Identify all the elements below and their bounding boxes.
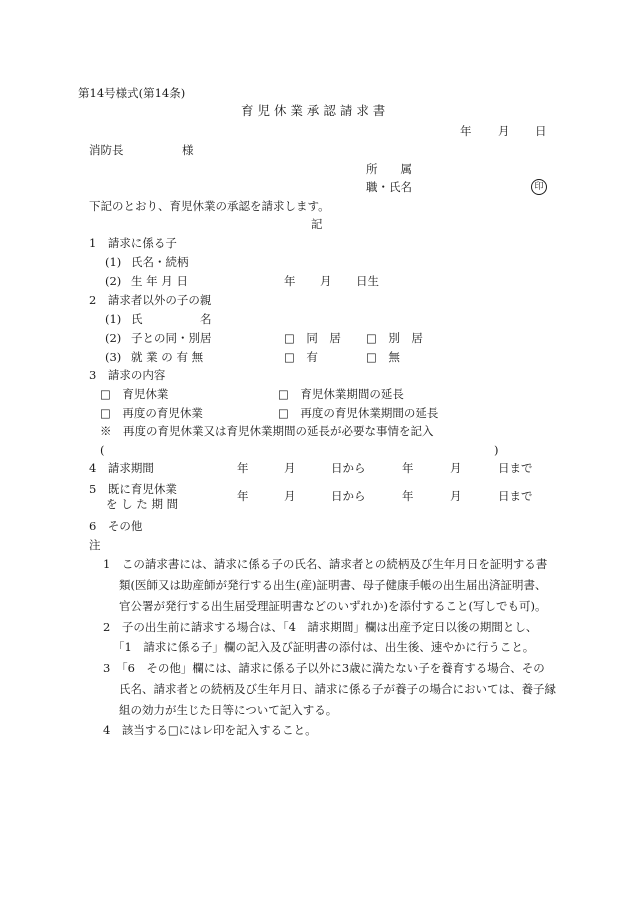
checkbox-repeat-leave-extension[interactable]: □ 再度の育児休業期間の延長 [278,406,439,420]
date-month-label: 月 [498,124,510,138]
section-6-heading: 6 その他 [89,519,143,533]
note-2-line2: 「1 請求に係る子」欄の記入及び証明書の添付は、出生後、速やかに行うこと。 [113,640,535,654]
section-2-heading: 2 請求者以外の子の親 [89,293,212,307]
addressee-suffix: 様 [182,143,194,157]
dob-month-label: 月 [320,274,332,288]
checkbox-living-together[interactable]: □ 同 居 [284,331,341,345]
addressee: 消防長 [89,143,124,157]
period-end-month: 月 [450,461,462,475]
s1-item2-label: 生 年 月 日 [131,274,188,288]
affiliation-label: 所 属 [366,162,412,176]
request-sentence: 下記のとおり、育児休業の承認を請求します。 [89,199,330,213]
form-number: 第14号様式(第14条) [78,86,186,100]
past-period-end-day-until: 日まで [498,489,533,503]
section-5-heading-line1: 5 既に育児休業 [89,482,177,496]
section-4-heading: 4 請求期間 [89,461,154,475]
past-period-end-month: 月 [450,489,462,503]
ki-label: 記 [311,217,323,231]
dob-day-label: 日生 [356,274,379,288]
checkbox-living-separately[interactable]: □ 別 居 [366,331,423,345]
seal-mark: 印 [531,179,547,195]
date-day-label: 日 [535,124,547,138]
date-year-label: 年 [460,124,472,138]
note-4: 4 該当する□にはレ印を記入すること。 [103,723,317,737]
period-start-day-from: 日から [331,461,366,475]
repeat-reason-note: ※ 再度の育児休業又は育児休業期間の延長が必要な事情を記入 [100,424,434,438]
name-label: 職・氏名 [366,180,412,194]
checkbox-employed-yes[interactable]: □ 有 [284,350,318,364]
dob-year-label: 年 [284,274,296,288]
checkbox-childcare-leave[interactable]: □ 育児休業 [100,387,169,401]
notes-label: 注 [89,538,101,552]
section-1-heading: 1 請求に係る子 [89,236,177,250]
s1-item1-number: (1) [105,255,122,269]
period-end-year: 年 [402,461,414,475]
s2-item2-label: 子との同・別居 [131,331,212,345]
period-start-year: 年 [237,461,249,475]
note-1-line1: 1 この請求書には、請求に係る子の氏名、請求者との続柄及び生年月日を証明する書 [103,557,548,571]
past-period-start-day-from: 日から [331,489,366,503]
checkbox-employed-no[interactable]: □ 無 [366,350,400,364]
checkbox-repeat-leave[interactable]: □ 再度の育児休業 [100,406,203,420]
checkbox-leave-extension[interactable]: □ 育児休業期間の延長 [278,387,404,401]
s2-item1-label: 氏 名 [131,312,212,326]
s2-item1-number: (1) [105,312,122,326]
s2-item3-number: (3) [105,350,122,364]
past-period-start-month: 月 [284,489,296,503]
note-3-line2: 氏名、請求者との続柄及び生年月日、請求に係る子が養子の場合においては、養子縁 [119,682,556,696]
section-3-heading: 3 請求の内容 [89,368,166,382]
s2-item2-number: (2) [105,331,122,345]
reason-paren-open: ( [100,443,105,457]
s1-item1-label: 氏名・続柄 [131,255,189,269]
past-period-start-year: 年 [237,489,249,503]
note-3-line3: 組の効力が生じた日等について記入する。 [119,703,338,717]
past-period-end-year: 年 [402,489,414,503]
note-1-line3: 官公署が発行する出生届受理証明書などのいずれか)を添付すること(写しでも可)。 [119,599,547,613]
s2-item3-label: 就 業 の 有 無 [131,350,204,364]
period-end-day-until: 日まで [498,461,533,475]
note-2-line1: 2 子の出生前に請求する場合は、「4 請求期間」欄は出産予定日以後の期間とし、 [103,620,538,634]
s1-item2-number: (2) [105,274,122,288]
form-title: 育 児 休 業 承 認 請 求 書 [241,103,386,118]
period-start-month: 月 [284,461,296,475]
note-1-line2: 類(医師又は助産師が発行する出生(産)証明書、母子健康手帳の出生届出済証明書、 [119,578,547,592]
reason-paren-close: ) [494,443,499,457]
note-3-line1: 3 「6 その他」欄には、請求に係る子以外に3歳に満たない子を養育する場合、その [103,661,545,675]
section-5-heading-line2: を し た 期 間 [106,497,179,511]
